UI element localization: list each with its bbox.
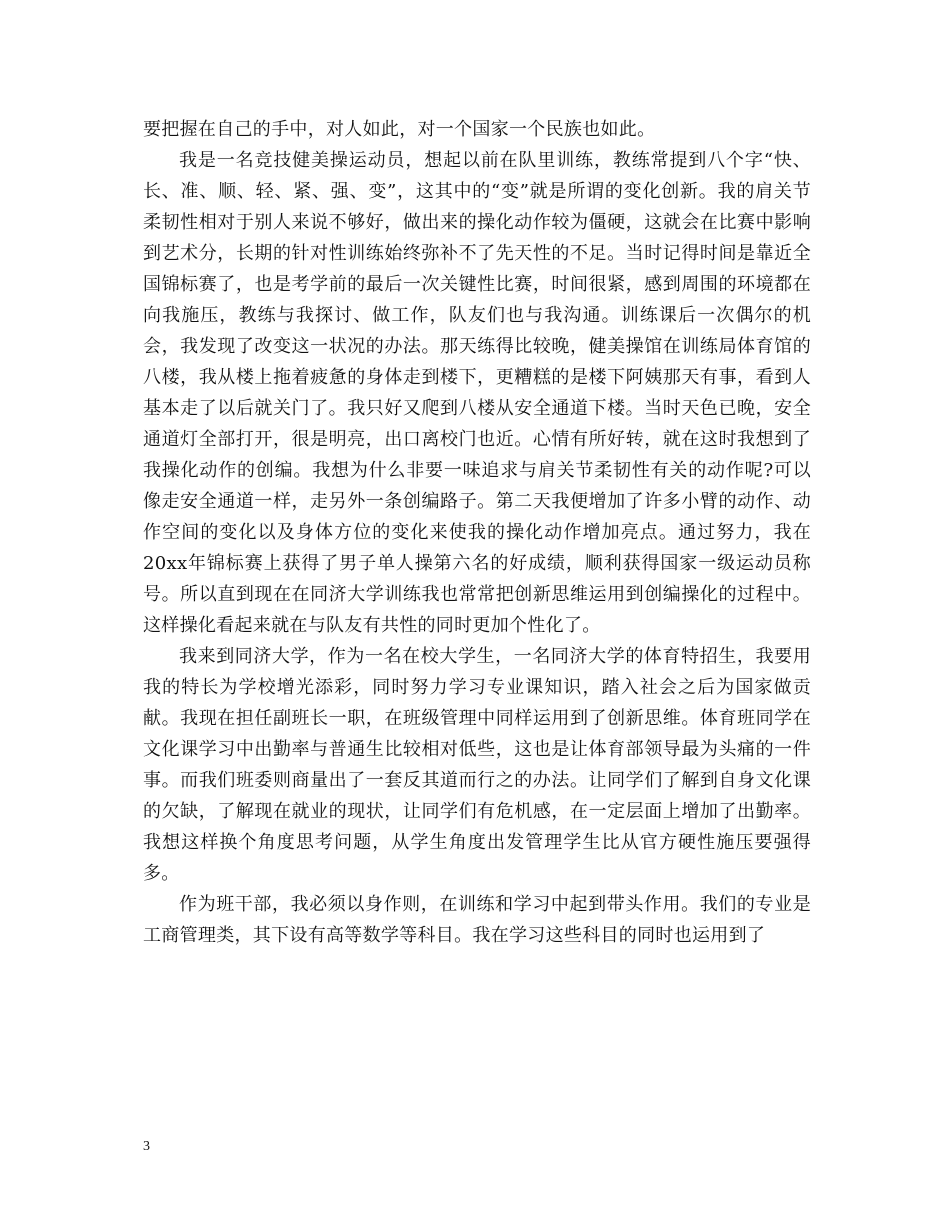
paragraph-tongji-university: 我来到同济大学，作为一名在校大学生，一名同济大学的体育特招生，我要用我的特长为学校增光添彩，同时努力学习专业课知识，踏入社会之后为国家做贡献。我现在担任副班长一职，在班级管理中同样运用到了创新思维。体育班同学在文化课学习中出勤率与普通生比较相对低些，这也是让体育部领导最为头痛的一件事。而我们班委则商量出了一套反其道而行之的办法。让同学们了解到自身文化课的欠缺，了解现在就业的现状，让同学们有危机感，在一定层面上增加了出勤率。我想这样换个角度思考问题，从学生角度出发管理学生比从官方硬性施压要强得多。 (143, 646, 811, 884)
paragraph-continuation: 要把握在自己的手中，对人如此，对一个国家一个民族也如此。 (143, 119, 656, 140)
document-body (143, 114, 811, 951)
page-number: 3 (143, 1139, 150, 1154)
paragraph-class-leader: 作为班干部，我必须以身作则，在训练和学习中起到带头作用。我们的专业是工商管理类，其下设有高等数学等科目。我在学习这些科目的同时也运用到了 (143, 894, 811, 946)
paragraph-athlete-story: 我是一名竞技健美操运动员，想起以前在队里训练，教练常提到八个字“快、长、准、顺、轻、紧、强、变”，这其中的“变”就是所谓的变化创新。我的肩关节柔韧性相对于别人来说不够好，做出来的操化动作较为僵硬，这就会在比赛中影响到艺术分，长期的针对性训练始终弥补不了先天性的不足。当时记得时间是靠近全国锦标赛了，也是考学前的最后一次关键性比赛，时间很紧，感到周围的环境都在向我施压，教练与我探讨、做工作，队友们也与我沟通。训练课后一次偶尔的机会，我发现了改变这一状况的办法。那天练得比较晚，健美操馆在训练局体育馆的八楼，我从楼上拖着疲惫的身体走到楼下，更糟糕的是楼下阿姨那天有事，看到人基本走了以后就关门了。我只好又爬到八楼从安全通道下楼。当时天色已晚，安全通道灯全部打开，很是明亮，出口离校门也近。心情有所好转，就在这时我想到了我操化动作的创编。我想为什么非要一味追求与肩关节柔韧性有关的动作呢?可以像走安全通道一样，走另外一条创编路子。第二天我便增加了许多小臂的动作、动作空间的变化以及身体方位的变化来使我的操化动作增加亮点。通过努力，我在20xx年锦标赛上获得了男子单人操第六名的好成绩，顺利获得国家一级运动员称号。所以直到现在在同济大学训练我也常常把创新思维运用到创编操化的过程中。这样操化看起来就在与队友有共性的同时更加个性化了。 (143, 150, 811, 636)
